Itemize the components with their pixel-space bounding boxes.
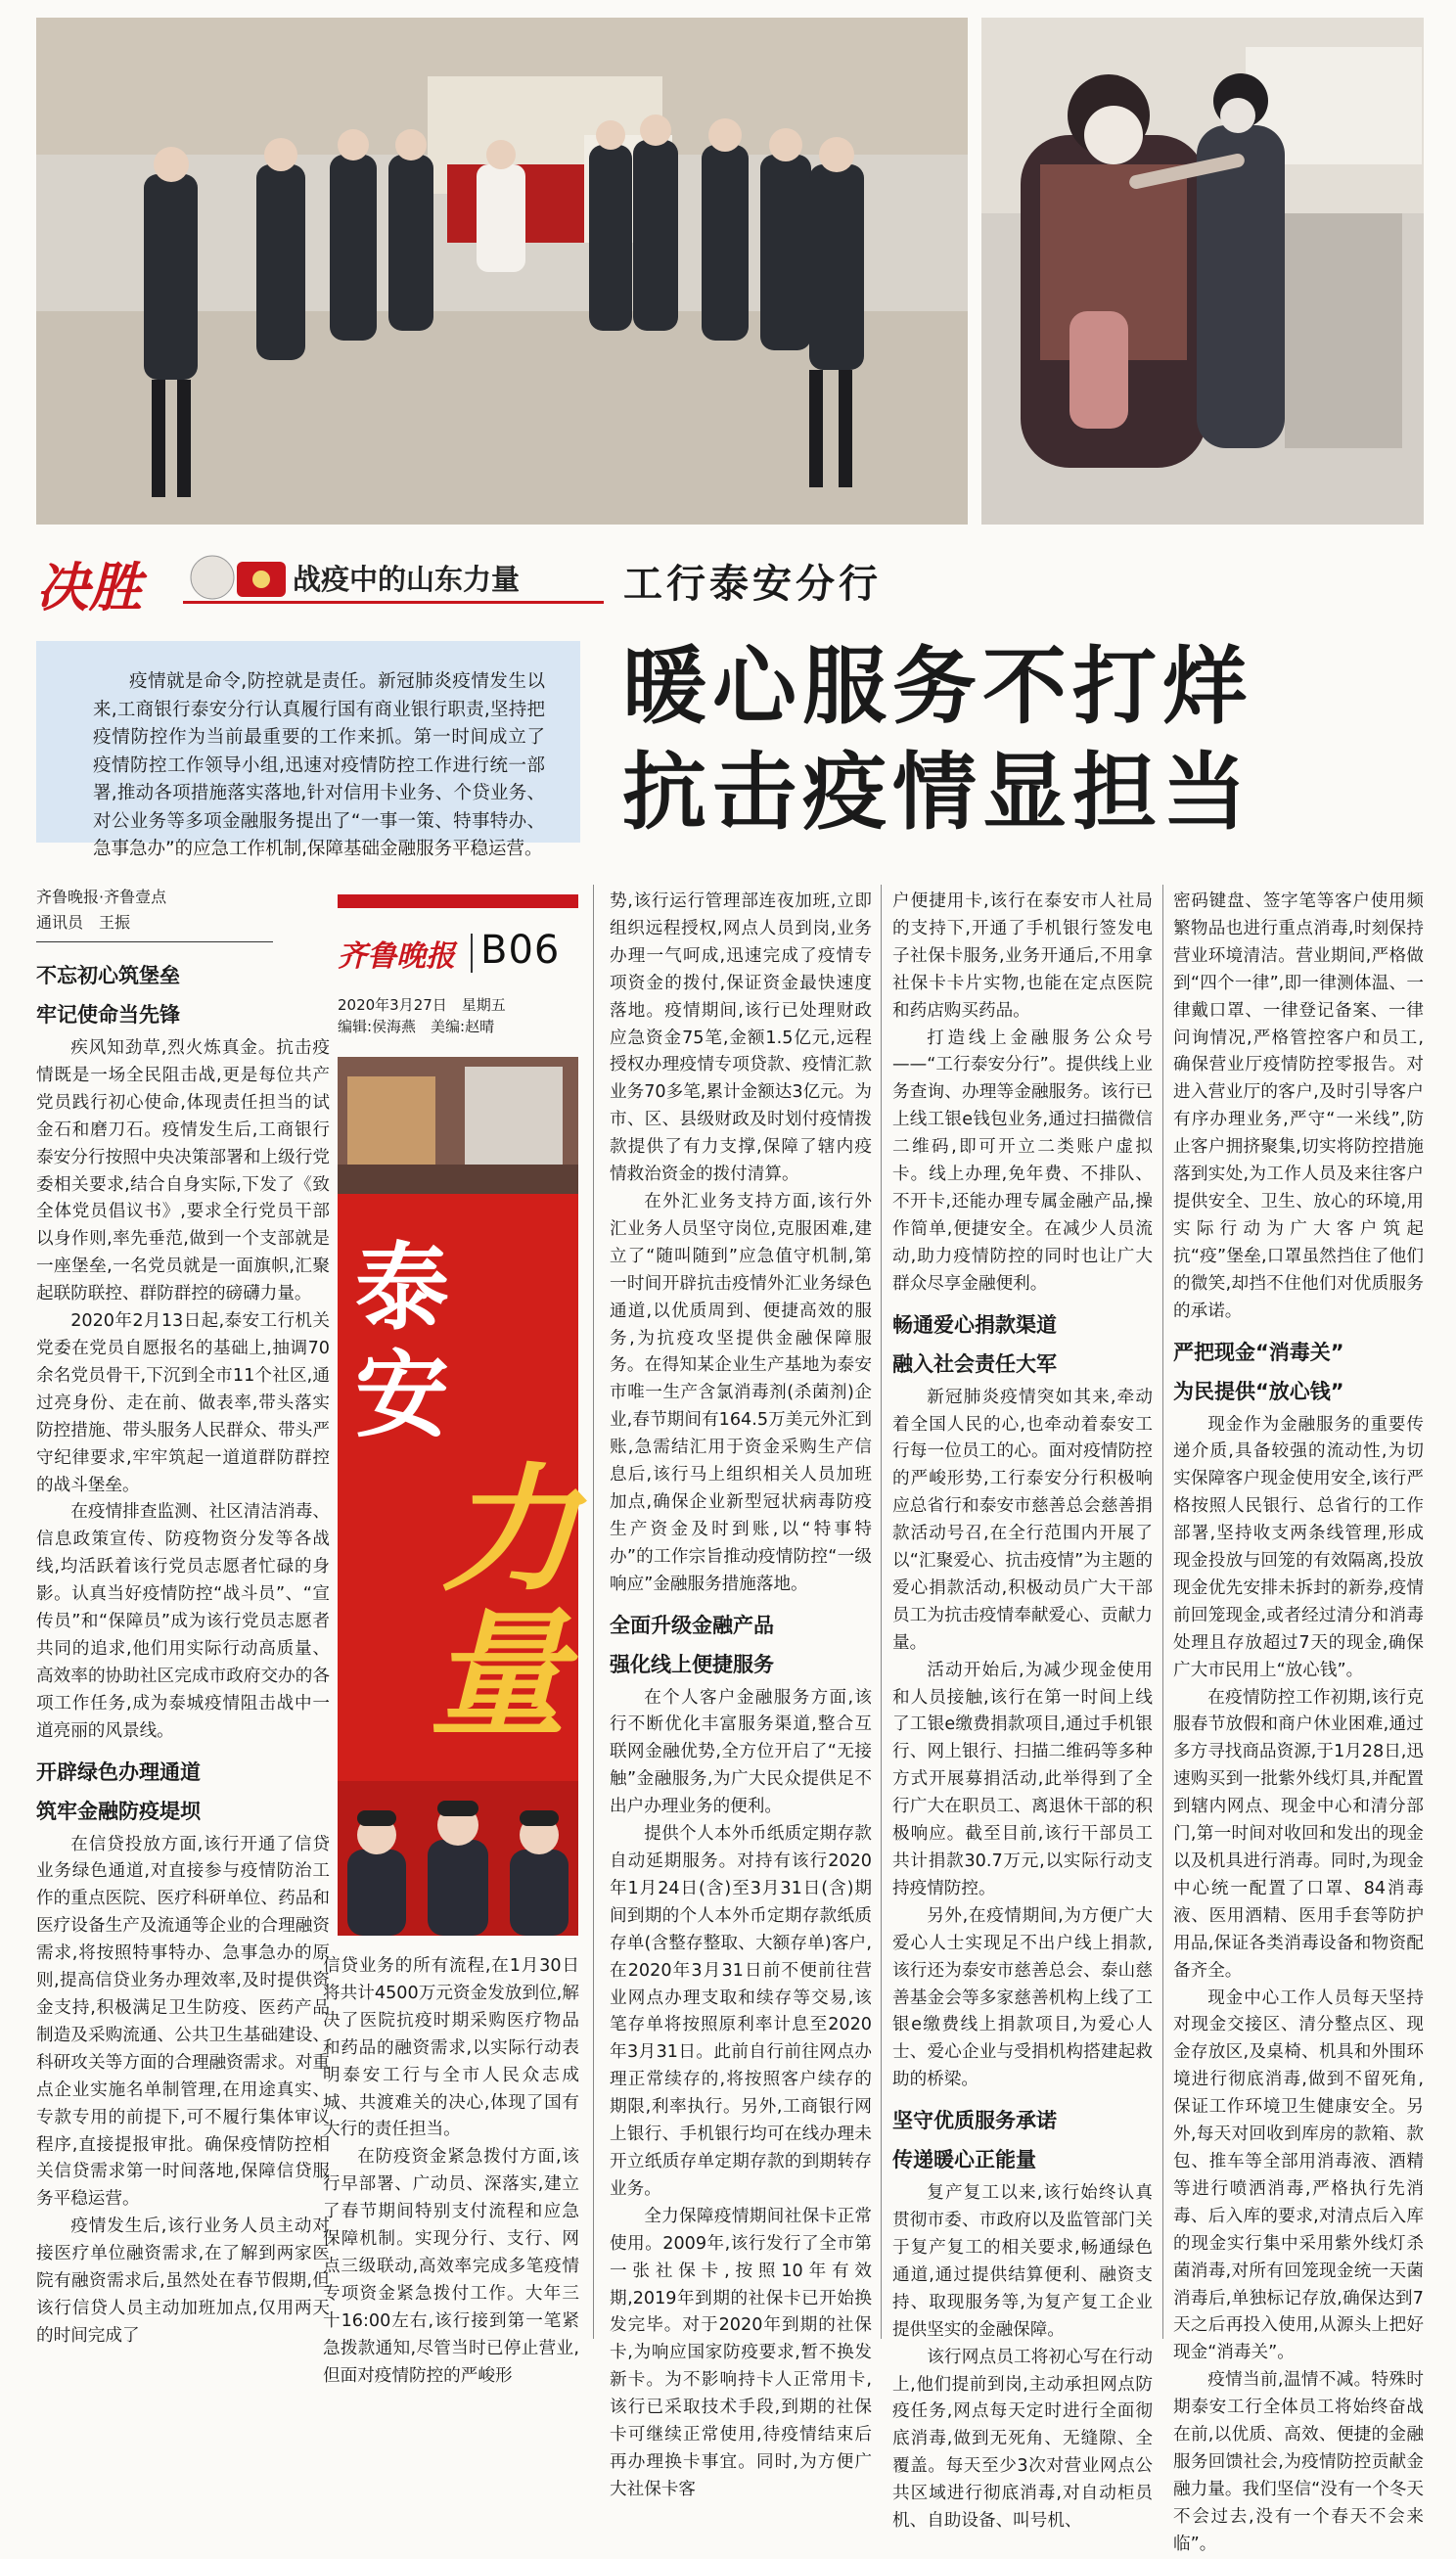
byline-rule [36,941,273,942]
column-divider [593,885,594,2339]
paragraph: 在防疫资金紧急拨付方面,该行早部署、广动员、深落实,建立了春节期间特别支付流程和应急保障机制。实现分行、支行、网点三级联动,高效率完成多笔疫情专项资金紧急拨付工作。大年三十16:00左右,该行接到第一笔紧急拨款通知,尽管当时已停止营业,但面对疫情防控的严峻形 [323,2147,579,2386]
paragraph: 在信贷投放方面,该行开通了信贷业务绿色通道,对直接参与疫情防治工作的重点医院、医疗科研单位、药品和医疗设备生产及流通等企业的合理融资需求,将按照特事特办、急事急办的原则,提高信贷业务办理效率,及时提供资金支持,积极满足卫生防疫、医药产品制造及采购流通、公共卫生基础建设、科研攻关等方面的合理融资需求。对重点企业实施名单制管理,在用途真实、专款专用的前提下,可不履行集体审议程序,直接提报审批。确保疫情防控相关信贷需求第一时间落地,保障信贷服务平稳运营。 [36,1834,330,2210]
paragraph: 在疫情防控工作初期,该行克服春节放假和商户休业困难,通过多方寻找商品资源,于1月28日,迅速购买到一批紫外线灯具,并配置到辖内网点、现金中心和清分部门,第一时间对收回和发出的现金以及机具进行消毒。同时,为现金中心统一配置了口罩、84消毒液、医用酒精、医用手套等防护用品,保证各类消毒设备和物资配备齐全。 [1173,1687,1424,1981]
section-heading: 严把现金“消毒关” [1173,1340,1344,1364]
byline-reporter: 通讯员 王振 [36,913,131,932]
staff-portrait-photo [338,1781,578,1936]
column-divider [881,885,882,2339]
byline [36,885,349,936]
paragraph: 打造线上金融服务公众号——“工行泰安分行”。提供线上业务查询、办理等金融服务。该行已上线工银e钱包业务,通过扫描微信二维码,即可开立二类账户虚拟卡。线上办理,免年费、不排队、不开卡,还能办理专属金融产品,操作简单,便捷安全。在减少人员流动,助力疫情防控的同时也让广大群众尽享金融便利。 [892,1028,1153,1294]
paragraph: 疾风知劲草,烈火炼真金。抗击疫情既是一场全民阻击战,更是每位共产党员践行初心使命,体现责任担当的试金石和磨刀石。疫情发生后,工商银行泰安分行按照中央决策部署和上级行党委相关要求,结合自身实际,下发了《致全体党员倡议书》,要求全行党员干部以身作则,率先垂范,做到一个支部就是一座堡垒,一名党员就是一面旗帜,汇聚起联防联控、群防群控的磅礴力量。 [36,1038,330,1304]
paragraph: 复产复工以来,该行始终认真贯彻市委、市政府以及监管部门关于复产复工的相关要求,畅通绿色通道,通过提供结算便利、融资支持、取现服务等,为复产复工企业提供坚实的金融保障。 [892,2183,1153,2340]
paragraph: 提供个人本外币纸质定期存款自动延期服务。对持有该行2020年1月24日(含)至3月31日(含)期间到期的个人本外币定期存款纸质存单(含整存整取、大额存单)客户,在2020年3月31日前不便前往营业网点办理支取和续存等交易,该笔存单将按照原利率计息至2020年3月31日。此前自行前往网点办理正常续存的,将按照客户续存的期限,利率执行。另外,工商银行网上银行、手机银行均可在线办理未开立纸质存单定期存款的到期转存业务。 [610,1824,872,2199]
masthead-red-bar [338,894,578,908]
section-heading: 坚守优质服务承诺 [892,2109,1057,2133]
section-heading: 筑牢金融防疫堤坝 [36,1799,201,1823]
paragraph: 现金作为金融服务的重要传递介质,具备较强的流动性,为切实保障客户现金使用安全,该行严格按照人民银行、总省行的工作部署,坚持收支两条线管理,形成现金投放与回笼的有效隔离,投放现金优先安排未拆封的新券,疫情前回笼现金,或者经过清分和消毒处理且存放超过7天的现金,确保广大市民用上“放心钱”。 [1173,1414,1424,1680]
paragraph: 信贷业务的所有流程,在1月30日将共计4500万元资金发放到位,解决了医院抗疫时期采购医疗物品和药品的融资需求,以实际行动表明泰安工行与全市人民众志成城、共渡难关的决心,体现了国有大行的责任担当。 [323,1956,579,2140]
masthead-divider [471,934,473,973]
editor-credit: 编辑:侯海燕 美编:赵晴 [338,1018,495,1035]
section-heading: 强化线上便捷服务 [610,1652,774,1676]
bank-hall-photo [338,1057,578,1194]
series-logo [36,544,565,618]
section-heading: 畅通爱心捐款渠道 [892,1312,1057,1337]
issue-date: 2020年3月27日 星期五 [338,996,506,1014]
banner-char-an: 安 [355,1340,449,1450]
headline-line-1: 暖心服务不打烊 [622,638,1252,736]
paragraph: 现金中心工作人员每天坚持对现金交接区、清分整点区、现金存放区,及桌椅、机具和外围环境进行彻底消毒,做到不留死角,保证工作环境卫生健康安全。另外,每天对回收到库房的款箱、款包、推车等全部用消毒液、酒精等进行喷洒消毒,严格执行先消毒、后入库的要求,对清点后入库的现金实行集中采用紫外线灯杀菌消毒,对所有回笼现金统一天菌消毒后,单独标记存放,确保达到7天之后再投入使用,从源头上把好现金“消毒关”。 [1173,1988,1424,2363]
series-title: 战疫中的山东力量 [293,563,521,596]
paragraph: 2020年2月13日起,泰安工行机关党委在党员自愿报名的基础上,抽调70余名党员骨干,下沉到全市11个社区,通过亮身份、走在前、做表率,带头落实防控措施、带头服务人民群众、带头严守纪律要求,牢牢筑起一道道群防群控的战斗堡垒。 [36,1311,330,1495]
paragraph: 在个人客户金融服务方面,该行不断优化丰富服务渠道,整合互联网金融优势,全方位开启了“无接触”金融服务,为广大民众提供足不出户办理业务的便利。 [610,1687,872,1817]
column-1-top [36,949,330,2346]
column-2-bottom [323,1953,579,2386]
section-heading: 为民提供“放心钱” [1173,1379,1344,1403]
section-heading: 牢记使命当先锋 [36,1003,180,1027]
section-heading: 全面升级金融产品 [610,1613,774,1637]
section-heading: 不忘初心筑堡垒 [36,964,180,987]
banner-char-tai: 泰 [355,1232,449,1343]
series-badge-icon [183,548,291,605]
paper-masthead [338,894,578,1051]
series-underline [183,601,604,604]
column-3 [610,889,872,2499]
series-logo-glyph: 决胜 [36,556,142,618]
temperature-check-photo [981,18,1424,525]
page-number: B06 [480,928,561,973]
taian-banner [338,1057,578,1936]
paragraph: 新冠肺炎疫情突如其来,牵动着全国人民的心,也牵动着泰安工行每一位员工的心。面对疫情防控的严峻形势,工行泰安分行积极响应总省行和泰安市慈善总会慈善捐款活动号召,在全行范围内开展了以“汇聚爱心、抗击疫情”为主题的爱心捐款活动,积极动员广大干部员工为抗击疫情奉献爱心、贡献力量。 [892,1387,1153,1653]
lobby-staff-briefing-photo [36,18,968,525]
paragraph: 密码键盘、签字笔等客户使用频繁物品也进行重点消毒,时刻保持营业环境清洁。营业期间,严格做到“四个一律”,即一律测体温、一律戴口罩、一律登记备案、一律问询情况,严格管控客户和员工,确保营业厅疫情防控零报告。对进入营业厅的客户,及时引导客户有序办理业务,严守“一米线”,防止客户拥挤聚集,切实将防控措施落到实处,为工作人员及来往客户提供安全、卫生、放心的环境,用实际行动为广大客户筑起抗“疫”堡垒,口罩虽然挡住了他们的微笑,却挡不住他们对优质服务的承诺。 [1173,891,1424,1321]
article-kicker: 工行泰安分行 [623,562,882,607]
paper-logo: 齐鲁晚报 [338,939,455,974]
paragraph: 另外,在疫情期间,为方便广大爱心人士实现足不出户线上捐款,该行还为泰安市慈善总会、泰山慈善基金会等多家慈善机构上线了工银e缴费线上捐款项目,为爱心人士、爱心企业与受捐机构搭建起救助的桥梁。 [892,1905,1153,2090]
paragraph: 在疫情排查监测、社区清洁消毒、信息政策宣传、防疫物资分发等各战线,均活跃着该行党员志愿者忙碌的身影。认真当好疫情防控“战斗员”、“宣传员”和“保障员”成为该行党员志愿者共同的追求,他们用实际行动高质量、高效率的协助社区完成市政府交办的各项工作任务,成为泰城疫情阻击战中一道亮丽的风景线。 [36,1502,330,1741]
paragraph: 该行网点员工将初心写在行动上,他们提前到岗,主动承担网点防疫任务,网点每天定时进行全面彻底消毒,做到无死角、无缝隙、全覆盖。每天至少3次对营业网点公共区域进行彻底消毒,对自动柜员机、自助设备、叫号机、 [892,2347,1153,2532]
paragraph: 活动开始后,为减少现金使用和人员接触,该行在第一时间上线了工银e缴费捐款项目,通过手机银行、网上银行、扫描二维码等多种方式开展募捐活动,此举得到了全行广大在职员工、离退休干部的积极响应。截至目前,该行干部员工共计捐款30.7万元,以实际行动支持疫情防控。 [892,1660,1153,1898]
byline-outlet: 齐鲁晚报·齐鲁壹点 [36,888,167,906]
column-5 [1173,889,1424,2554]
column-divider [1162,885,1163,2339]
section-heading: 融入社会责任大军 [892,1351,1057,1376]
column-4 [892,889,1153,2532]
paragraph: 疫情发生后,该行业务人员主动对接医疗单位融资需求,在了解到两家医院有融资需求后,虽然处在春节假期,但该行信贷人员主动加班加点,仅用两天的时间完成了 [36,2216,330,2346]
paragraph: 疫情当前,温情不减。特殊时期泰安工行全体员工将始终奋战在前,以优质、高效、便捷的金融服务回馈社会,为疫情防控贡献金融力量。我们坚信“没有一个冬天不会过去,没有一个春天不会来临”。 [1173,2370,1424,2554]
paragraph: 在外汇业务支持方面,该行外汇业务人员坚守岗位,克服困难,建立了“随叫随到”应急值守机制,第一时间开辟抗击疫情外汇业务绿色通道,以优质周到、便捷高效的服务,为抗疫攻坚提供金融保障服务。在得知某企业生产基地为泰安市唯一生产含氯消毒剂(杀菌剂)企业,春节期间有164.5万美元外汇到账,急需结汇用于资金采购生产信息后,该行马上组织相关人员加班加点,确保企业新型冠状病毒防疫生产资金及时到账,以“特事特办”的工作宗旨推动疫情防控“一级响应”金融服务措施落地。 [610,1191,872,1594]
banner-char-liang: 量 [430,1595,568,1756]
section-heading: 传递暖心正能量 [892,2148,1036,2172]
headline-line-2: 抗击疫情显担当 [622,744,1252,842]
lead-paragraph: 疫情就是命令,防控就是责任。新冠肺炎疫情发生以来,工商银行泰安分行认真履行国有商业银行职责,坚持把疫情防控作为当前最重要的工作来抓。第一时间成立了疫情防控工作领导小组,迅速对疫情防控工作进行统一部署,推动各项措施落实落地,针对信用卡业务、个贷业务、对公业务等多项金融服务提出了“一事一策、特事特办、急事急办”的应急工作机制,保障基础金融服务平稳运营。 [36,641,580,843]
paragraph: 势,该行运行管理部连夜加班,立即组织远程授权,网点人员到岗,业务办理一气呵成,迅速完成了疫情专项资金的拨付,保证资金最快速度落地。疫情期间,该行已处理财政应急资金75笔,金额1.5亿元,远程授权办理疫情专项贷款、疫情汇款业务70多笔,累计金额达3亿元。为市、区、县级财政及时划付疫情拨款提供了有力支撑,保障了辖内疫情救治资金的拨付清算。 [610,891,872,1185]
banner-char-li: 力 [441,1450,579,1611]
paragraph: 全力保障疫情期间社保卡正常使用。2009年,该行发行了全市第一张社保卡,按照10年有效期,2019年到期的社保卡已开始换发完毕。对于2020年到期的社保卡,为响应国家防疫要求,暂不换发新卡。为不影响持卡人正常用卡,该行已采取技术手段,到期的社保卡可继续正常使用,待疫情结束后再办理换卡事宜。同时,为方便广大社保卡客 [610,2206,872,2499]
section-heading: 开辟绿色办理通道 [36,1759,201,1784]
paragraph: 户便捷用卡,该行在泰安市人社局的支持下,开通了手机银行签发电子社保卡服务,业务开通后,不用拿社保卡卡片实物,也能在定点医院和药店购买药品。 [892,891,1153,1021]
